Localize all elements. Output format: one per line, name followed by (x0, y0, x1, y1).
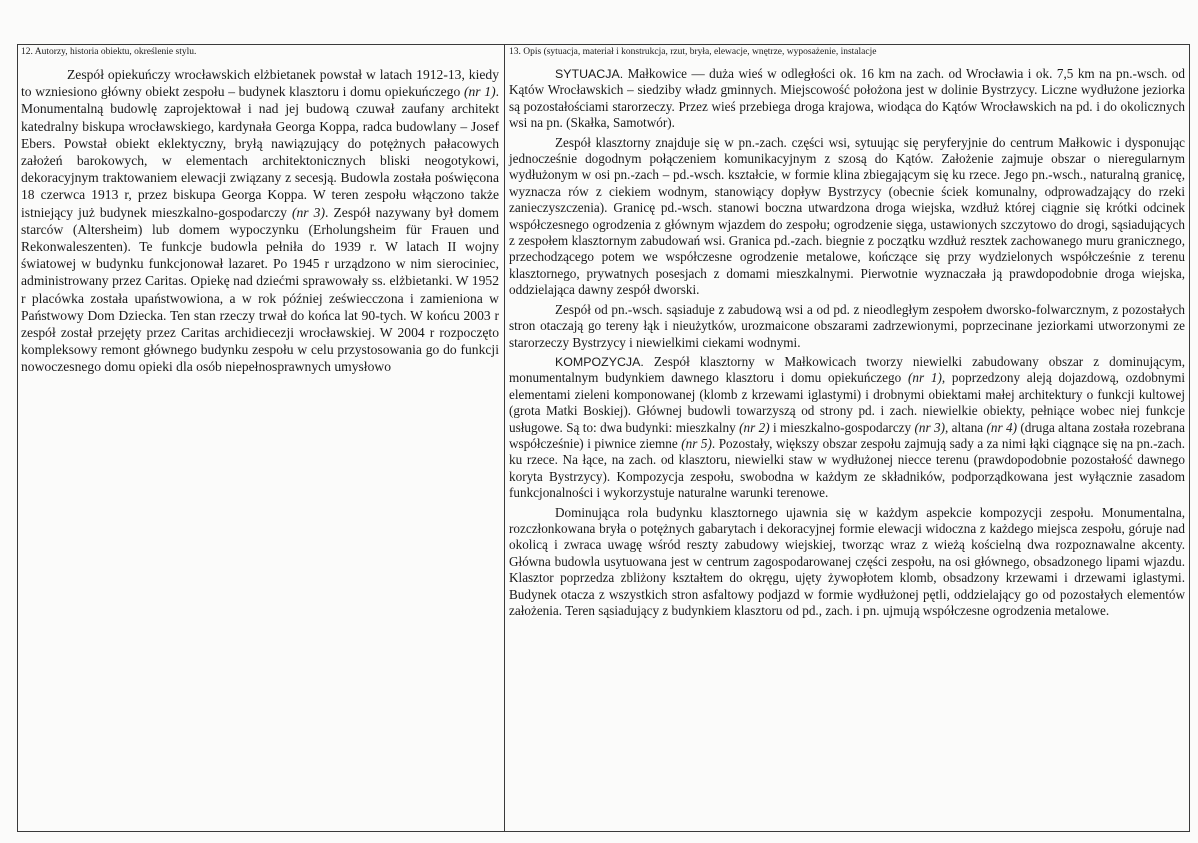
text-run: Małkowice — duża wieś w odległości ok. 16 km na zach. od Wrocławia i ok. 7,5 km na pn.-wsch. od Kątów Wrocławskich – siedziby władz gminnych. Miejscowość położona jest w dolinie Bystrzycy. Liczne wydłużone jeziorka są pozostałościami starorzeczy. Przez wieś przebiega droga krajowa, wiodąca do Kątów Wrocławskich na pd. i do okolicznych wsi na pn. (Skałka, Samotwór). (509, 66, 1185, 131)
text-run: Zespół opiekuńczy wrocławskich elżbietanek powstał w latach 1912-13, kiedy to wzniesiono główny obiekt zespołu – budynek klasztoru i domu opiekuńczego (21, 67, 499, 100)
column-divider (504, 44, 505, 832)
description-text (509, 66, 1185, 619)
text-run: Zespół klasztorny znajduje się w pn.-zach. części wsi, sytuując się peryferyjnie do centrum Małkowic i dysponując jednocześnie dogodnym połączeniem komunikacyjnym z szosą do Kątów. Założenie zajmuje obszar o nieregularnym wydłużonym w osi pn.-zach – pd.-wsch. kształcie, w formie klina zbiegającym się ku rzece. Jego pn.-wsch., naturalną granicę, wyznacza rów z ciekiem wodnym, stanowiący dopływ Bystrzycy (obecnie ściek komunalny, odprowadzający do rzeki zanieczyszczenia). Granicę pd.-wsch. stanowi boczna utwardzona droga wiejska, wzdłuż której ciągnie się krótki odcinek współczesnego ogrodzenia z głównym wjazdem do zespołu; ogrodzenie sięga, ustawionych szczytowo do drogi, sąsiadujących z zespołem klasztornym zabudowań wsi. Granica pd.-zach. biegnie z początku wzdłuż resztek zachowanego muru granicznego, przechodzącego potem we współczesne ogrodzenie metalowe, kończące się przy wydzielonych współcześnie z terenu klasztornego, prywatnych posesjach z domami mieszkalnymi. Pierwotnie wyznaczała ją prawdopodobnie droga wiejska, oddzielająca dawny zespół dworski. (509, 134, 1185, 298)
left-column (21, 47, 499, 376)
text-run: , altana (944, 419, 987, 435)
object-reference: (nr 3) (914, 419, 945, 435)
text-run: i mieszkalno-gospodarczy (769, 419, 915, 435)
right-column (509, 47, 1185, 619)
description-paragraph (509, 302, 1185, 351)
text-run: Zespół klasztorny w Małkowicach tworzy niewielki zabudowany obszar z dominującym, monumentalnym budynkiem dawnego klasztoru i domu opiekuńczego (509, 353, 1185, 386)
text-run: Dominująca rola budynku klasztornego ujawnia się w każdym aspekcie kompozycji zespołu. Monumentalna, rozczłonkowana bryła o potężnych gabarytach i dekoracyjnej formie elewacji widoczna z każdego miejsca zespołu, góruje nad okolicą i zwraca uwagę wśród reszty zabudowy wiejskiej, tworząc wraz z wieżą kościelną dwa rozpoznawalne akcenty. Główna budowla usytuowana jest w centrum zagospodarowanej części zespołu, na osi głównego, obsadzonego lipami wjazdu. Klasztor poprzedza zbliżony kształtem do okręgu, ujęty żywopłotem klomb, obsadzony krzewami i drzewami iglastymi. Budynek otacza z wszystkich stron asfaltowy podjazd w formie wydłużonej pętli, oddzielający go od pozostałych elementów założenia. Teren sąsiadujący z budynkiem klasztoru od pd., zach. i pn. ujmują współczesne ogrodzenia metalowe. (509, 504, 1185, 618)
object-reference: (nr 2) (739, 419, 770, 435)
text-run: , poprzedzony aleją dojazdową, ozdobnymi elementami zieleni komponowanej (klomb z krzewami iglastymi) i drobnymi obiektami małej architektury o funkcji kultowej (grota Matki Boskiej). Głównej budowli towarzyszą od strony pd. i zach. niewielkie obiekty, pełniące wobec niej funkcje usługowe. Są to: dwa budynki: mieszkalny (509, 370, 1185, 435)
section-label: KOMPOZYCJA. (555, 354, 644, 369)
text-run: . Monumentalną budowlę zaprojektował i nad jej budową czuwał zaufany architekt katedralny biskupa wrocławskiego, kardynała Georga Koppa, radca budowlany – Josef Ebers. Powstał obiekt eklektyczny, bryłą nawiązujący do potężnych pałacowych założeń barokowych, w elementach architektonicznych bliski neogotykowi, dekoracyjnym traktowaniem elewacji związany z secesją. Budowla została poświęcona 18 czerwca 1913 r, przez biskupa Georga Koppa. W teren zespołu włączono także istniejący już budynek mieszkalno-gospodarczy (21, 84, 499, 220)
object-reference: (nr 4) (986, 419, 1017, 435)
description-paragraph (509, 505, 1185, 620)
text-run: (druga altana została rozebrana współcześnie) i piwnice ziemne (509, 419, 1185, 451)
description-paragraph (509, 354, 1185, 502)
text-run: Zespół od pn.-wsch. sąsiaduje z zabudową wsi a od pd. z nieodległym zespołem dworsko-folwarcznym, z pozostałych stron otaczają go tereny łąk i nieużytków, urozmaicone obszarami zadrzewionymi, poprzecinane jeziorkami utworzonymi ze starorzeczy Bystrzycy i niewielkimi ciekami wodnymi. (509, 301, 1185, 350)
object-reference: (nr 1) (463, 84, 496, 100)
object-reference: (nr 3) (291, 204, 326, 220)
history-paragraph (21, 66, 499, 376)
text-run: . Pozostały, większy obszar zespołu zajmują sady a za nimi łąki ciągnące się na pn.-zach. ku rzece. Na łące, na zach. od klasztoru, niewielki staw w wydłużonej niecce terenu (prawdopodobnie pozostałość dawnego koryta Bystrzycy). Kompozycja zespołu, swobodna w każdym ze składników, podporządkowana jest wyłącznie zasadom funkcjonalności i wykorzystuje naturalne warunki terenowe. (509, 435, 1185, 501)
section-label: SYTUACJA. (555, 67, 624, 81)
object-reference: (nr 1) (907, 370, 942, 386)
section-13-heading: 13. Opis (sytuacja, materiał i konstrukcja, rzut, bryła, elewacje, wnętrze, wyposażenie, instalacje (509, 47, 877, 57)
description-paragraph (509, 66, 1185, 132)
text-run: . Zespół nazywany był domem starców (Altersheim) lub domem wypoczynku (Erholungsheim für Frauen und Rekonwaleszenten). Te funkcje budowla pełniła do 1939 r. W latach II wojny światowej w budynku funkcjonował lazaret. Po 1945 r urządzono w nim sierociniec, administrowany przez Caritas. Opiekę nad dziećmi sprawowały ss. elżbietanki. W 1952 r placówka została upaństwowiona, a w rok później zeświecczona i zamieniona w Państwowy Dom Dziecka. Ten stan rzeczy trwał do końca lat 90-tych. W końcu 2003 r zespół został przejęty przez Caritas archidiecezji wrocławskiej. W 2004 r rozpoczęto kompleksowy remont głównego budynku zespołu w celu przystosowania go do funkcji nowoczesnego domu opieki dla osób niepełnosprawnych umysłowo (21, 204, 499, 375)
section-12-heading: 12. Autorzy, historia obiektu, określenie stylu. (21, 47, 197, 57)
object-reference: (nr 5) (681, 435, 712, 451)
description-paragraph (509, 135, 1185, 299)
